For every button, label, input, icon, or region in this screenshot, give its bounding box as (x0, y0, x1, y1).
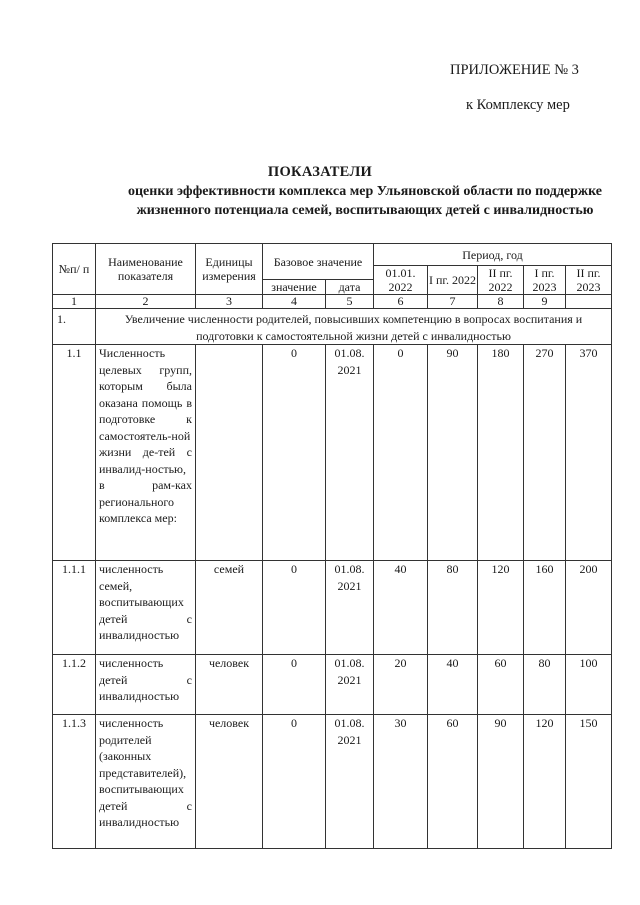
col-number (566, 295, 612, 309)
col-number: 6 (374, 295, 428, 309)
period-value: 160 (524, 561, 566, 655)
row-number: 1.1.1 (53, 561, 96, 655)
document-title: ПОКАЗАТЕЛИ (267, 164, 373, 180)
col-number: 2 (96, 295, 196, 309)
period-value: 0 (374, 345, 428, 561)
period-value: 60 (478, 655, 524, 715)
appendix-label: ПРИЛОЖЕНИЕ № 3 (450, 62, 579, 78)
period-value: 370 (566, 345, 612, 561)
header-period-3: II пг. 2022 (478, 266, 524, 295)
header-base-value: значение (263, 280, 326, 295)
base-date: 01.08. 2021 (326, 655, 374, 715)
period-value: 60 (428, 715, 478, 849)
header-period-5: II пг. 2023 (566, 266, 612, 295)
col-number: 7 (428, 295, 478, 309)
row-number: 1.1.3 (53, 715, 96, 849)
header-base-date: дата (326, 280, 374, 295)
period-value: 30 (374, 715, 428, 849)
table-row (53, 345, 612, 561)
period-value: 90 (478, 715, 524, 849)
col-number: 3 (196, 295, 263, 309)
period-value: 120 (478, 561, 524, 655)
indicator-name: Численность целевых групп, которым была оказана помощь в подготовке к самостоятель-ной жизни де-тей с инвалид-ностью, в рам-ках регионального комплекса мер: (96, 345, 196, 561)
indicator-name: численность детей с инвалидностью (96, 655, 196, 715)
unit: человек (196, 715, 263, 849)
period-value: 80 (524, 655, 566, 715)
period-value: 80 (428, 561, 478, 655)
header-name: Наименование показателя (96, 244, 196, 295)
indicator-name: численность семей, воспитывающих детей с инвалидностью (96, 561, 196, 655)
period-value: 200 (566, 561, 612, 655)
base-date: 01.08. 2021 (326, 345, 374, 561)
period-value: 180 (478, 345, 524, 561)
table-row (53, 655, 612, 715)
col-number: 9 (524, 295, 566, 309)
header-period-4: I пг. 2023 (524, 266, 566, 295)
unit: семей (196, 561, 263, 655)
period-value: 20 (374, 655, 428, 715)
section-number: 1. (53, 309, 96, 345)
header-base: Базовое значение (263, 244, 374, 280)
base-value: 0 (263, 345, 326, 561)
base-date: 01.08. 2021 (326, 561, 374, 655)
period-value: 40 (428, 655, 478, 715)
header-unit: Единицы измерения (196, 244, 263, 295)
document-subtitle: оценки эффективности комплекса мер Ульяновской области по поддержке жизненного потенциала семей, воспитывающих детей с инвалидностью (127, 184, 603, 218)
appendix-reference: к Комплексу мер (466, 97, 570, 113)
period-value: 40 (374, 561, 428, 655)
period-value: 90 (428, 345, 478, 561)
header-period-2: I пг. 2022 (428, 266, 478, 295)
indicator-name: численность родителей (законных представителей), воспитывающих детей с инвалидностью (96, 715, 196, 849)
base-value: 0 (263, 655, 326, 715)
base-value: 0 (263, 715, 326, 849)
unit: человек (196, 655, 263, 715)
base-value: 0 (263, 561, 326, 655)
section-title: Увеличение численности родителей, повысивших компетенцию в вопросах воспитания и подготовки к самостоятельной жизни детей с инвалидностью (96, 309, 612, 345)
period-value: 150 (566, 715, 612, 849)
row-number: 1.1.2 (53, 655, 96, 715)
col-number: 8 (478, 295, 524, 309)
period-value: 270 (524, 345, 566, 561)
table-row (53, 561, 612, 655)
period-value: 100 (566, 655, 612, 715)
row-number: 1.1 (53, 345, 96, 561)
col-number: 1 (53, 295, 96, 309)
unit (196, 345, 263, 561)
table-row (53, 715, 612, 849)
col-number: 4 (263, 295, 326, 309)
header-period: Период, год (374, 244, 612, 266)
indicators-table (52, 243, 612, 849)
period-value: 120 (524, 715, 566, 849)
base-date: 01.08. 2021 (326, 715, 374, 849)
header-num: №п/ п (53, 244, 96, 295)
header-period-1: 01.01. 2022 (374, 266, 428, 295)
col-number: 5 (326, 295, 374, 309)
